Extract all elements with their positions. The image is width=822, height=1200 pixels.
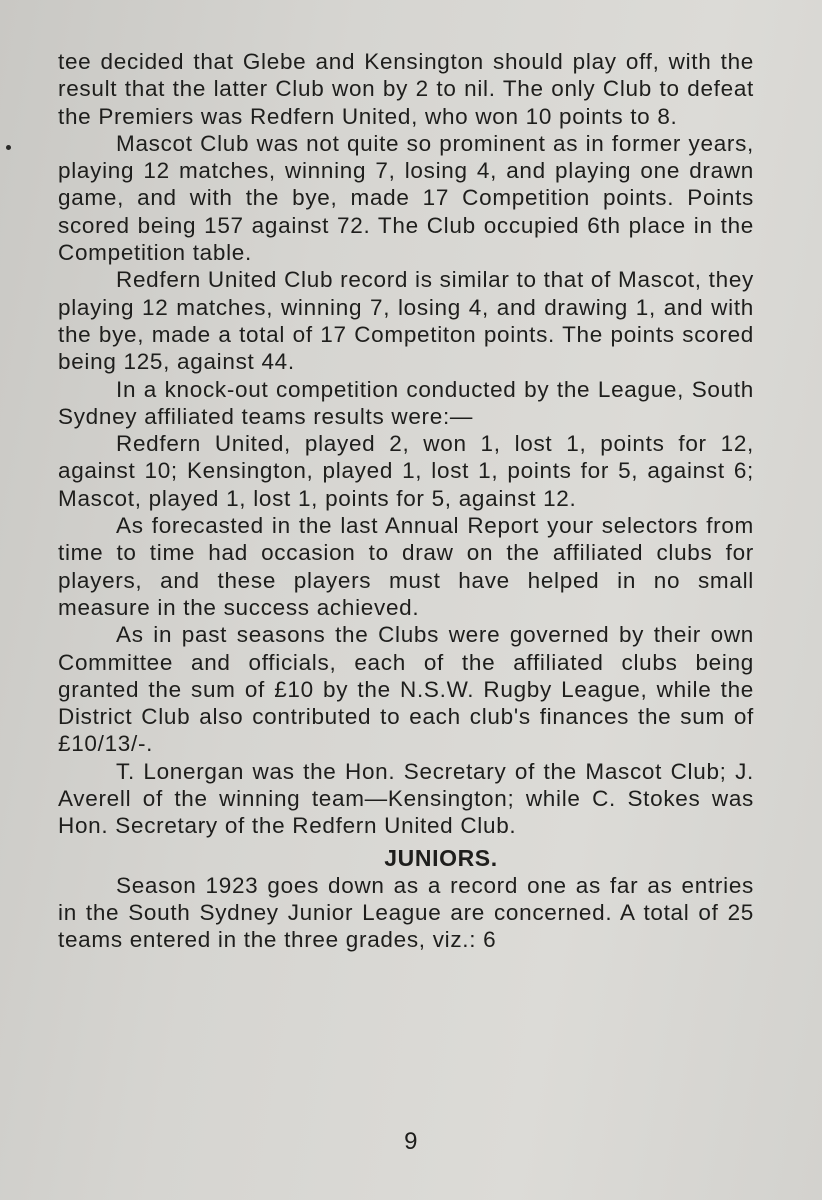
margin-mark <box>6 145 11 150</box>
paragraph-knockout-results: Redfern United, played 2, won 1, lost 1, points for 12, against 10; Kensington, played 1, lost 1, points for 5, against 6; Mascot, played 1, lost 1, points for 5, against 12. <box>58 431 754 511</box>
paragraph-continuation: tee decided that Glebe and Kensington should play off, with the result that the latter Club won by 2 to nil. The only Club to defeat the Premiers was Redfern United, who won 10 points to 8. <box>58 49 754 129</box>
section-heading-juniors: JUNIORS. <box>384 844 498 871</box>
page-number: 9 <box>404 1128 418 1155</box>
paragraph-redfern-united: Redfern United Club record is similar to that of Mascot, they playing 12 matches, winning 7, losing 4, and drawing 1, and with the bye, made a total of 17 Competiton points. The points scored being 125, against 44. <box>58 267 754 375</box>
paragraph-secretaries: T. Lonergan was the Hon. Secretary of the Mascot Club; J. Averell of the winning team—Kensington; while C. Stokes was Hon. Secretary of the Redfern United Club. <box>58 758 754 839</box>
paragraph-mascot-club: Mascot Club was not quite so prominent as in former years, playing 12 matches, winning 7, losing 4, and playing one drawn game, and with the bye, made 17 Competition points. Points scored being 157 against 72. The Club occupied 6th place in the Competition table. <box>58 130 754 266</box>
paragraph-juniors: Season 1923 goes down as a record one as far as entries in the South Sydney Junior League are concerned. A total of 25 teams entered in the three grades, viz.: 6 <box>58 872 754 953</box>
paragraph-knockout-intro: In a knock-out competition conducted by the League, South Sydney affiliated teams results were:— <box>58 376 754 429</box>
document-page <box>58 48 754 954</box>
paragraph-selectors: As forecasted in the last Annual Report your selectors from time to time had occasion to draw on the affiliated clubs for players, and these players must have helped in no small measure in the success achieved. <box>58 513 754 620</box>
paragraph-club-governance: As in past seasons the Clubs were governed by their own Committee and officials, each of the affiliated clubs being granted the sum of £10 by the N.S.W. Rugby League, while the District Club also contributed to each club's finances the sum of £10/13/-. <box>58 622 754 757</box>
